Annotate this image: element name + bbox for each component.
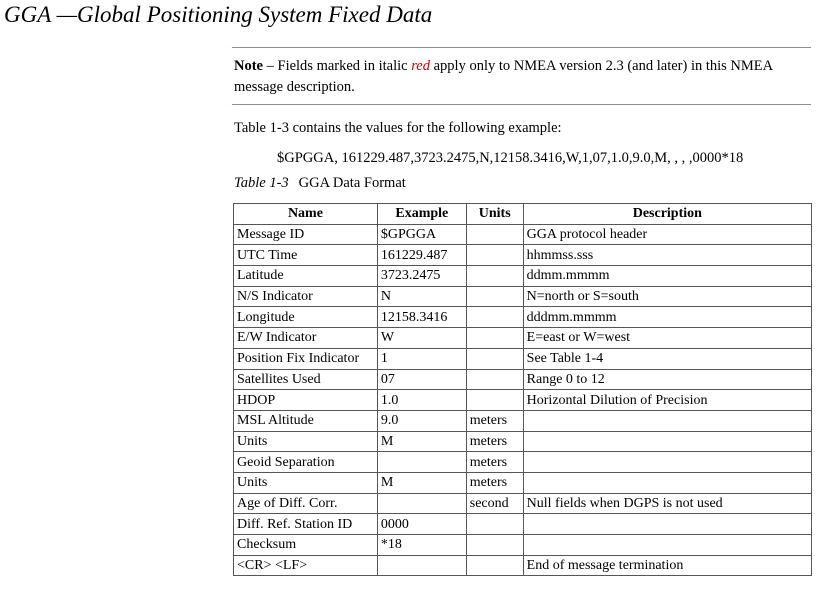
cell-example (377, 452, 466, 473)
table-row (234, 328, 812, 349)
table-row (234, 245, 812, 266)
cell-example: 9.0 (377, 410, 466, 431)
table-row (234, 390, 812, 411)
cell-example: M (377, 472, 466, 493)
cell-units (466, 245, 523, 266)
cell-description (523, 472, 811, 493)
intro-text: Table 1-3 contains the values for the following example: (234, 120, 562, 136)
cell-units (466, 224, 523, 245)
cell-name: Longitude (234, 307, 378, 328)
header-units: Units (466, 204, 523, 225)
cell-name: Units (234, 472, 378, 493)
cell-units: meters (466, 410, 523, 431)
cell-example: 1.0 (377, 390, 466, 411)
table-row (234, 286, 812, 307)
cell-units: meters (466, 472, 523, 493)
cell-example: M (377, 431, 466, 452)
note-lead: Note (234, 58, 263, 74)
cell-units (466, 348, 523, 369)
table-row (234, 431, 812, 452)
cell-units: second (466, 493, 523, 514)
table-header-row (234, 204, 812, 225)
cell-description (523, 431, 811, 452)
table-row (234, 266, 812, 287)
table-row (234, 224, 812, 245)
note-text-part1: – Fields marked in italic (263, 58, 412, 74)
cell-example: 1 (377, 348, 466, 369)
cell-name: Latitude (234, 266, 378, 287)
gga-data-format-table (233, 203, 812, 576)
cell-description: hhmmss.sss (523, 245, 811, 266)
cell-description: Horizontal Dilution of Precision (523, 390, 811, 411)
example-sentence: $GPGGA, 161229.487,3723.2475,N,12158.3416,W,1,07,1.0,9.0,M, , , ,0000*18 (277, 150, 744, 166)
note-red-word: red (411, 58, 430, 74)
cell-units (466, 266, 523, 287)
cell-units (466, 328, 523, 349)
cell-name: Age of Diff. Corr. (234, 493, 378, 514)
cell-description: Null fields when DGPS is not used (523, 493, 811, 514)
cell-description: End of message termination (523, 555, 811, 576)
note-text-part2: apply only to NMEA version 2.3 (and later) in this NMEA message description. (234, 58, 773, 95)
cell-description (523, 535, 811, 556)
cell-example: N (377, 286, 466, 307)
cell-name: Message ID (234, 224, 378, 245)
cell-example: *18 (377, 535, 466, 556)
note-box (232, 47, 811, 105)
header-description: Description (523, 204, 811, 225)
cell-example (377, 555, 466, 576)
cell-description: Range 0 to 12 (523, 369, 811, 390)
header-example: Example (377, 204, 466, 225)
cell-name: Geoid Separation (234, 452, 378, 473)
table-row (234, 410, 812, 431)
table-number: Table 1-3 (234, 175, 289, 191)
cell-example: 161229.487 (377, 245, 466, 266)
cell-name: HDOP (234, 390, 378, 411)
cell-example: 3723.2475 (377, 266, 466, 287)
cell-name: Units (234, 431, 378, 452)
cell-description (523, 410, 811, 431)
table-row (234, 348, 812, 369)
table-body (234, 224, 812, 576)
cell-description: N=north or S=south (523, 286, 811, 307)
cell-units (466, 535, 523, 556)
cell-example: W (377, 328, 466, 349)
table-row (234, 493, 812, 514)
cell-description: ddmm.mmmm (523, 266, 811, 287)
cell-example: 07 (377, 369, 466, 390)
cell-units (466, 514, 523, 535)
table-caption-text: GGA Data Format (298, 175, 406, 191)
header-name: Name (234, 204, 378, 225)
cell-description: dddmm.mmmm (523, 307, 811, 328)
table-row (234, 307, 812, 328)
table-row (234, 452, 812, 473)
cell-name: N/S Indicator (234, 286, 378, 307)
table-row (234, 472, 812, 493)
cell-name: MSL Altitude (234, 410, 378, 431)
cell-description: GGA protocol header (523, 224, 811, 245)
cell-example: 0000 (377, 514, 466, 535)
cell-units (466, 555, 523, 576)
cell-name: <CR> <LF> (234, 555, 378, 576)
cell-example (377, 493, 466, 514)
cell-name: E/W Indicator (234, 328, 378, 349)
cell-units (466, 307, 523, 328)
cell-example: $GPGGA (377, 224, 466, 245)
table-row (234, 555, 812, 576)
cell-description: E=east or W=west (523, 328, 811, 349)
cell-units: meters (466, 452, 523, 473)
cell-name: UTC Time (234, 245, 378, 266)
table-row (234, 369, 812, 390)
table-row (234, 535, 812, 556)
cell-name: Checksum (234, 535, 378, 556)
table-row (234, 514, 812, 535)
cell-description (523, 514, 811, 535)
cell-name: Satellites Used (234, 369, 378, 390)
cell-units (466, 390, 523, 411)
cell-units (466, 286, 523, 307)
cell-units: meters (466, 431, 523, 452)
cell-example: 12158.3416 (377, 307, 466, 328)
table-caption (234, 175, 406, 192)
cell-description (523, 452, 811, 473)
cell-name: Position Fix Indicator (234, 348, 378, 369)
cell-units (466, 369, 523, 390)
cell-description: See Table 1-4 (523, 348, 811, 369)
cell-name: Diff. Ref. Station ID (234, 514, 378, 535)
page-title: GGA —Global Positioning System Fixed Data (4, 2, 433, 27)
